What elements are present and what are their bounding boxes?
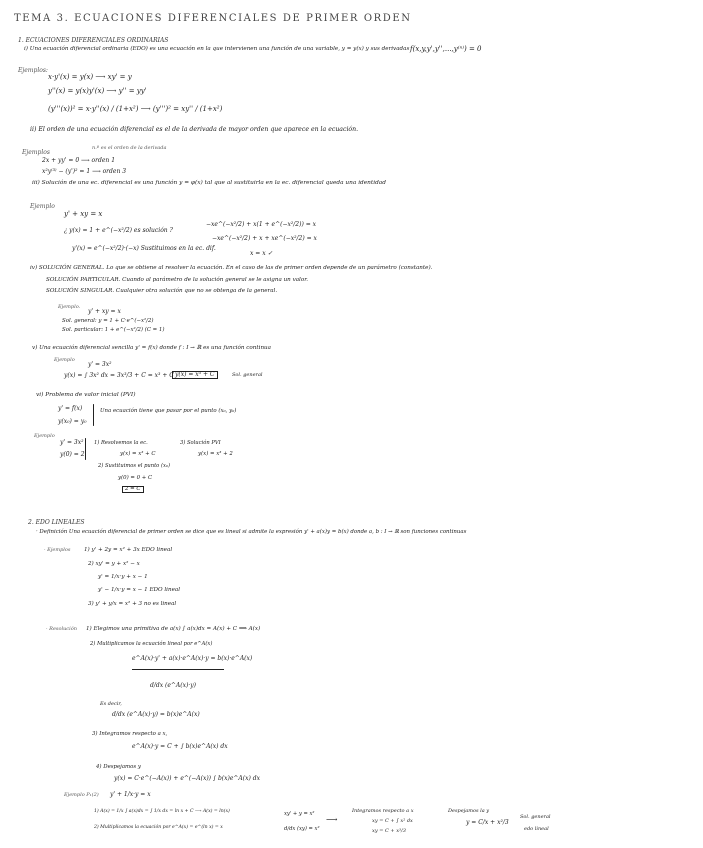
def-i-formula: f(x,y,y',y'',...,y⁽ⁿ⁾) = 0: [410, 45, 482, 53]
resolution-underbrace: [132, 669, 224, 670]
examples-label-1: Ejemplos:: [18, 67, 48, 74]
example-6-right-result: y(x) = x³ + 2: [198, 451, 233, 457]
example-6-brace: [85, 438, 86, 460]
example-7-step-1: 1) A(x) = 1/x ∫ a(x)dx = ∫ 1/x dx = ln x + C ⟶ A(x) = ln(x): [94, 809, 230, 814]
example-1c: (y'''(x))² = x·y''(x) / (1+x²) ⟶ (y''')² = xy'' / (1+x²): [48, 105, 223, 113]
example-label-4: Ejemplo.: [58, 304, 81, 310]
section-2-definition: · Definición Una ecuación diferencial de primer orden se dice que es lineal si admite la expresión y' + a(x)y = b(x) donde a, b : I → ℝ son funciones continuas: [36, 529, 467, 535]
example-5-note: Sol. general: [232, 372, 263, 378]
example-7-mid-2: d/dx (xy) = x²: [284, 826, 320, 832]
resolution-step-1: 1) Elegimos una primitiva de a(x) ∫ a(x)dx = A(x) + C ⟹ A(x): [86, 626, 261, 632]
resolution-es-decir: Es decir,: [100, 701, 122, 707]
def-vi: vi) Problema de valor inicial (PVI): [36, 392, 136, 398]
section-2-heading: 2. EDO LINEALES: [28, 519, 85, 526]
example-5-solution-box: y(x) = x³ + C: [172, 371, 218, 379]
example-7-eq: y' + 1/x·y = x: [110, 791, 151, 798]
example-3-right-a: −xe^(−x²/2) + x(1 + e^(−x²/2)) = x: [206, 221, 317, 228]
def-i: i) Una ecuación diferencial ordinaria (EDO) es una ecuación en la que intervienen una función de una variable, y = y(x) y sus derivadas: [24, 46, 410, 52]
example-7-desp-3: Sol. general: [520, 814, 551, 820]
example-4b: Sol. general: y = 1 + C·e^(−x²/2): [62, 318, 154, 324]
example-1b: y''(x) = y(x)y'(x) ⟶ y'' = yy': [48, 87, 147, 95]
example-3-right-b: −xe^(−x²/2) + x + xe^(−x²/2) = x: [212, 235, 317, 242]
example-7-mid-1: xy' + y = x²: [284, 811, 315, 817]
example-7-integ-3: xy = C + x³/3: [372, 828, 406, 834]
linear-example-1: 1) y' + 2y = x² + 3x EDO lineal: [84, 547, 173, 553]
example-6-step-2: 2) Sustituimos el punto (x₀): [98, 463, 171, 469]
def-v: v) Una ecuación diferencial sencilla y' = f(x) donde f : I → ℝ es una función continua: [32, 345, 271, 351]
order-note: n.º es el orden de la derivada: [92, 145, 167, 151]
example-4a: y' + xy = x: [88, 308, 121, 315]
example-3-right-c: x = x ✓: [250, 250, 273, 257]
def-ii: ii) El orden de una ecuación diferencial es el de la derivada de mayor orden que aparece en la ecuación.: [30, 126, 359, 133]
example-6-right-title: 3) Solución PVI: [180, 440, 221, 446]
example-7-label: Ejemplo P₁(2): [64, 792, 99, 798]
example-5a: y' = 3x²: [88, 361, 112, 368]
linear-example-2: 2) xy' = y + x² − x: [88, 561, 140, 567]
example-7-desp-4: edo lineal: [524, 826, 549, 832]
resolution-step-2-eq: e^A(x)·y' + a(x)·e^A(x)·y = b(x)·e^A(x): [132, 655, 253, 662]
example-6-eq-2: y(0) = 2: [60, 451, 85, 458]
examples-label-2: Ejemplos: [22, 149, 50, 156]
resolution-step-2: 2) Multiplicamos la ecuación lineal por e^A(x): [90, 641, 213, 647]
example-6-constant-box: 2 = C: [122, 486, 144, 493]
example-6-step-1-result: y(x) = x³ + C: [120, 451, 156, 457]
example-2b: x²y⁽³⁾ − (y')² = 1 ⟶ orden 3: [42, 168, 127, 175]
def-iv-particular: SOLUCIÓN PARTICULAR. Cuando al parámetro de la solución general se le asigna un valor.: [46, 277, 309, 283]
example-6-step-1: 1) Resolvemos la ec.: [94, 440, 148, 446]
def-iii: iii) Solución de una ec. diferencial es una función y = φ(x) tal que al sustituirla en la ec. diferencial queda una identidad: [32, 180, 386, 186]
resolution-step-3: 3) Integramos respecto a x,: [92, 731, 168, 737]
example-label-3: Ejemplo: [30, 203, 55, 210]
example-2a: 2x + yy' = 0 ⟶ orden 1: [42, 157, 116, 164]
pvi-brace: [93, 404, 94, 426]
example-5b: y(x) = ∫ 3x² dx = 3x³/3 + C = x³ + C: [64, 372, 174, 379]
resolution-derivative: d/dx (e^A(x)·y): [150, 682, 196, 689]
example-label-6: Ejemplo: [34, 433, 55, 439]
def-iv-singular: SOLUCIÓN SINGULAR. Cualquier otra solución que no se obtenga de la general.: [46, 288, 278, 294]
arrow-icon: ⟶: [326, 815, 338, 824]
resolution-step-3-eq: e^A(x)·y = C + ∫ b(x)e^A(x) dx: [132, 743, 228, 750]
example-3c: y'(x) = e^(−x²/2)·(−x) Sustituimos en la ec. dif.: [72, 245, 216, 252]
pvi-note: Una ecuación tiene que pasar por el punto (x₀, y₀): [100, 408, 237, 414]
resolution-step-2-result: d/dx (e^A(x)·y) = b(x)e^A(x): [112, 711, 200, 718]
def-iv-general: iv) SOLUCIÓN GENERAL. Lo que se obtiene al resolver la ecuación. En el caso de las de primer orden depende de un parámetro (constante).: [30, 265, 433, 271]
section-2-examples-label: · Ejemplos: [44, 547, 71, 553]
example-7-integ-2: xy = C + ∫ x² dx: [372, 818, 413, 824]
example-6-eq-1: y' = 3x²: [60, 439, 84, 446]
example-6-step-2-result: y(0) = 0 + C: [118, 475, 153, 481]
pvi-eq-1: y' = f(x): [58, 405, 83, 412]
example-label-5: Ejemplo: [54, 357, 75, 363]
example-7-integ-1: Integramos respecto a x: [352, 808, 414, 814]
resolution-step-4: 4) Despejamos y: [96, 764, 141, 770]
resolution-label: · Resolución: [46, 626, 77, 632]
section-1-heading: 1. ECUACIONES DIFERENCIALES ORDINARIAS: [18, 37, 169, 44]
example-7-desp-1: Despejamos la y: [448, 808, 490, 814]
pvi-eq-2: y(x₀) = y₀: [58, 418, 87, 425]
example-3a: y' + xy = x: [64, 210, 103, 218]
resolution-step-4-eq: y(x) = C·e^(−A(x)) + e^(−A(x)) ∫ b(x)e^A(x) dx: [114, 775, 260, 782]
example-7-step-2: 2) Multiplicamos la ecuación por e^A(x) = e^(ln x) = x: [94, 825, 223, 830]
linear-example-2c: y' − 1/x·y = x − 1 EDO lineal: [98, 587, 181, 593]
example-1a: x·y'(x) = y(x) ⟶ xy' = y: [48, 73, 132, 81]
example-4c: Sol. particular: 1 + e^(−x²/2) (C = 1): [62, 327, 165, 333]
example-7-desp-2: y = C/x + x²/3: [466, 819, 509, 826]
page-title: TEMA 3. ECUACIONES DIFERENCIALES DE PRIMER ORDEN: [14, 13, 412, 24]
example-3b: ¿ y(x) = 1 + e^(−x²/2) es solución ?: [64, 227, 173, 234]
linear-example-2b: y' = 1/x·y + x − 1: [98, 574, 148, 580]
linear-example-3: 3) y' + y/x = x² + 3 no es lineal: [88, 601, 177, 607]
